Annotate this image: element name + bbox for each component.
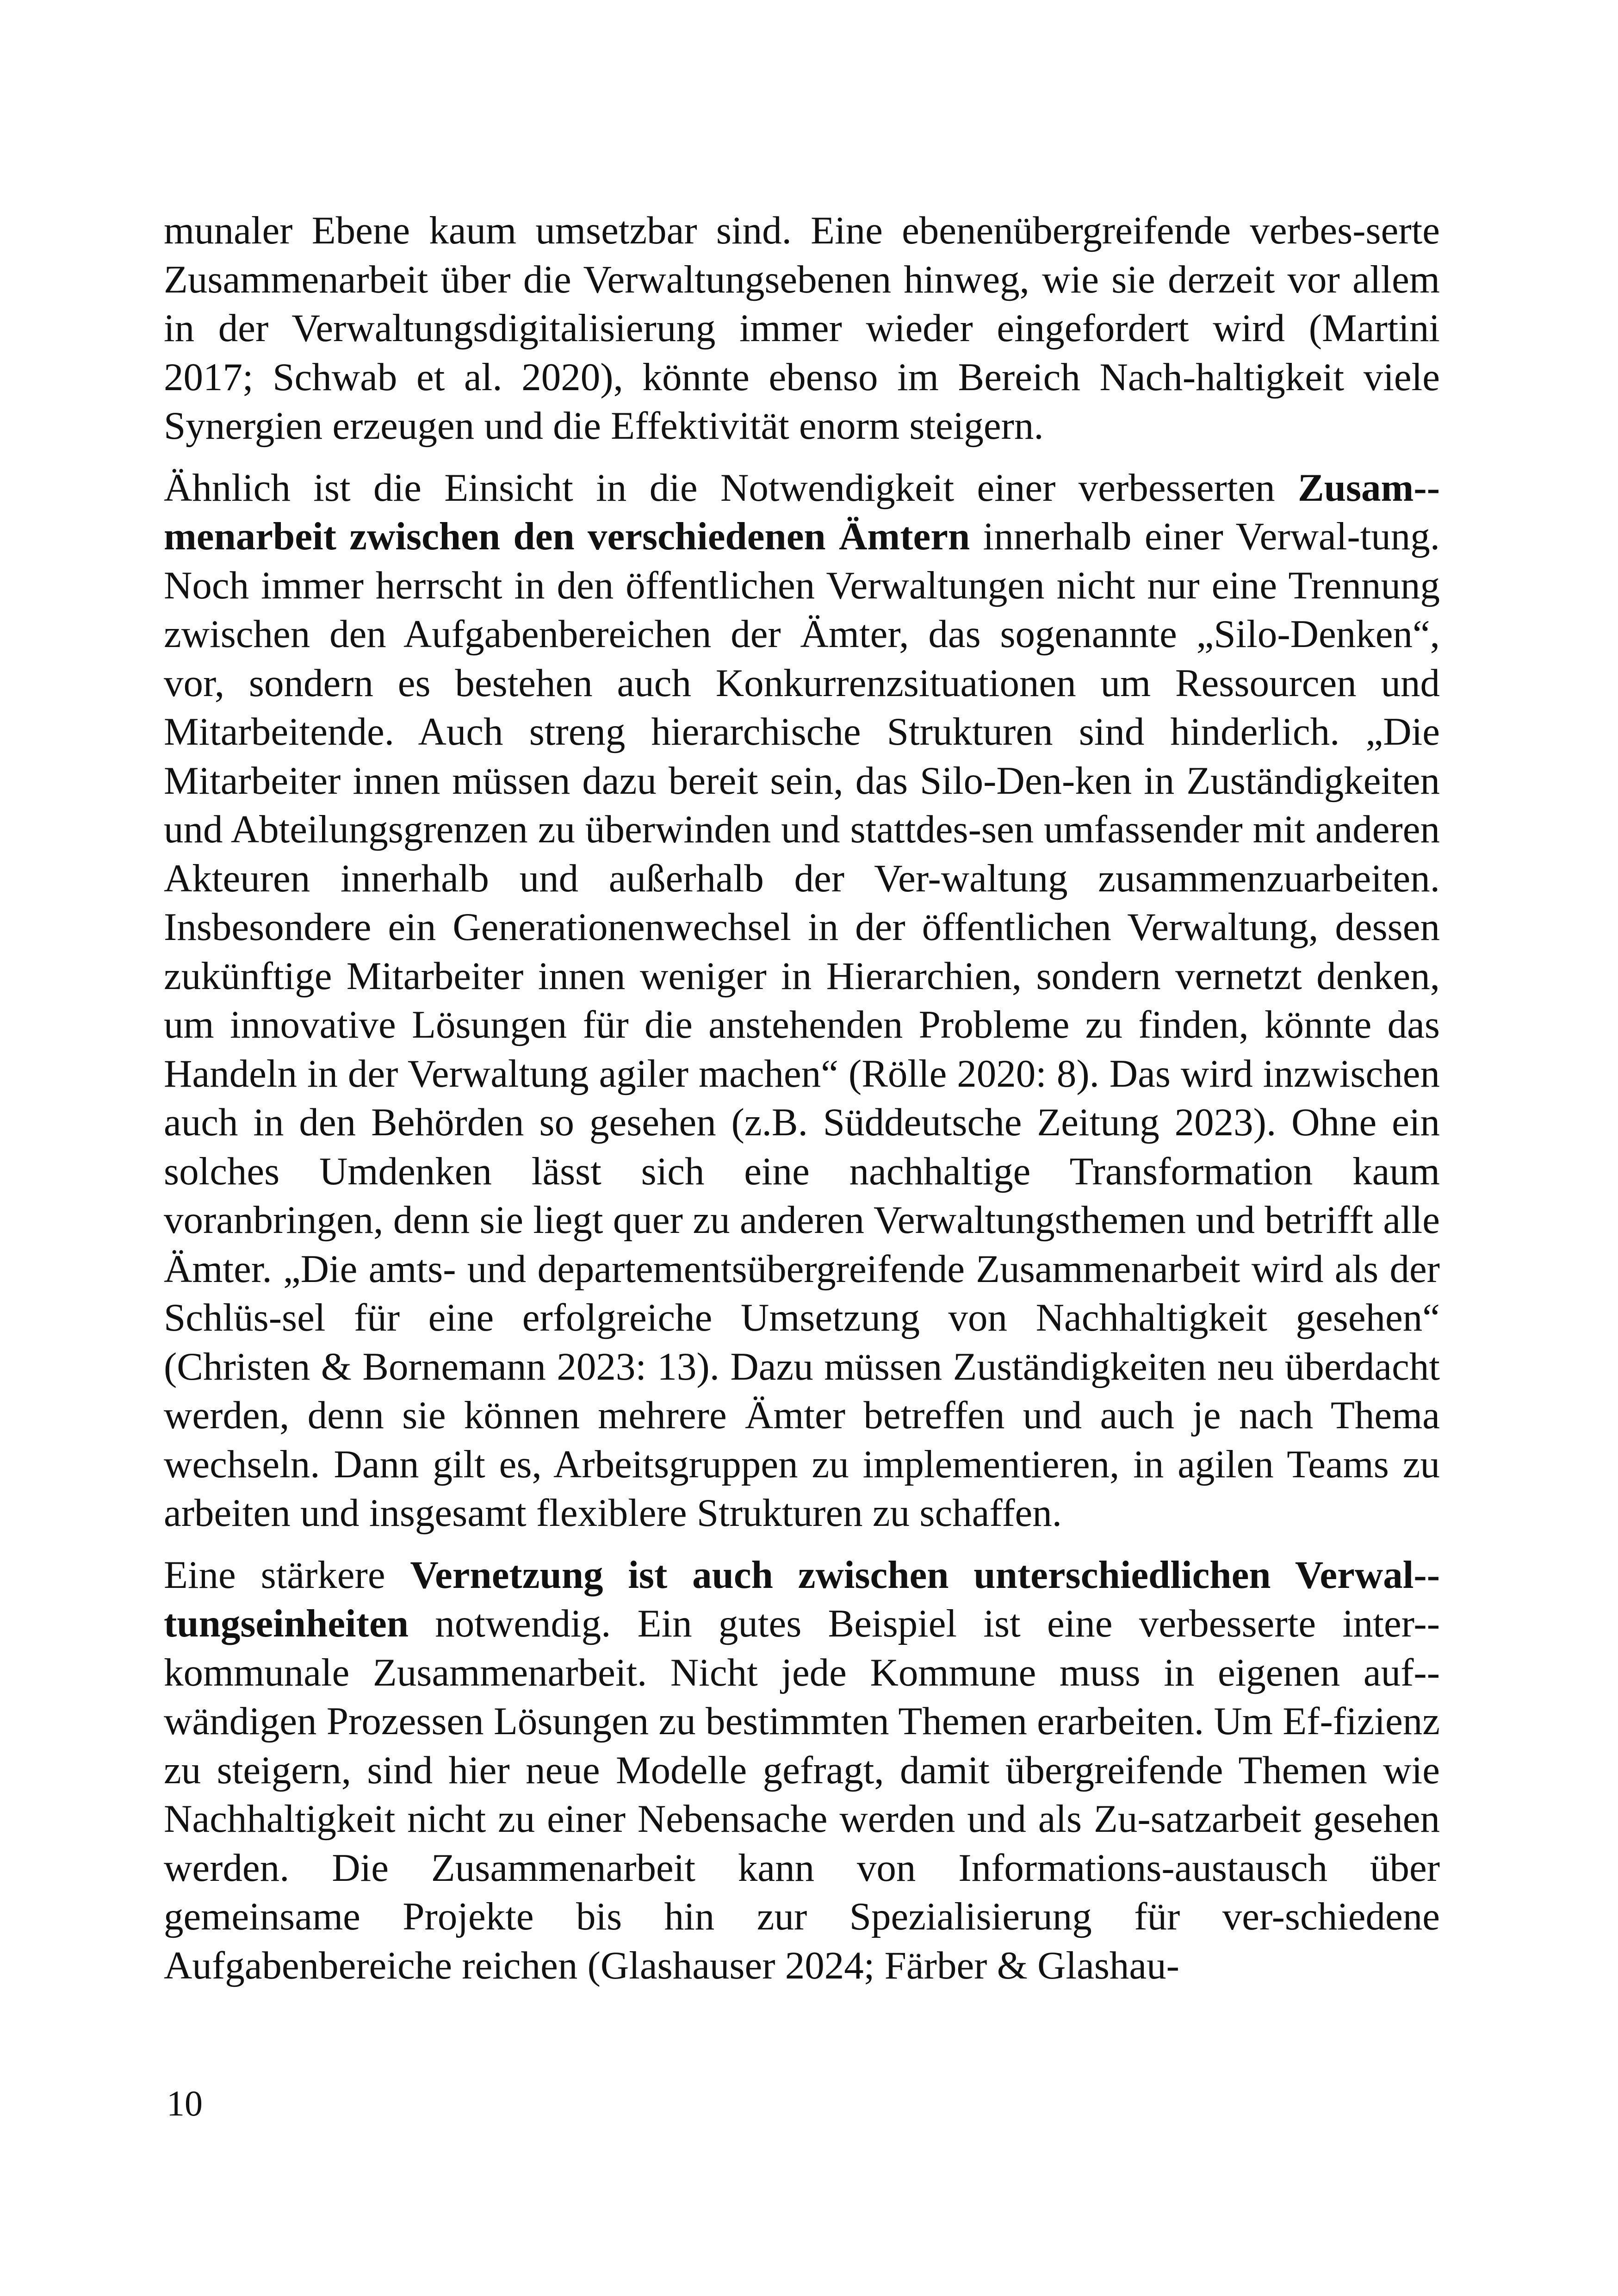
paragraph-2-text-b: innerhalb einer Verwal-tung. Noch immer herrscht in den öffentlichen Verwaltungen nicht nur eine Trennung zwischen den Aufgabenbereichen der Ämter, das sogenannte „Silo-Denken“, vor, sondern es bestehen auch Konkurrenzsituationen um Ressourcen und Mitarbeitende. Auch streng hierarchische Strukturen sind hinderlich. „Die Mitarbeiter innen müssen dazu bereit sein, das Silo-Den-ken in Zuständigkeiten und Abteilungsgrenzen zu überwinden und stattdes-sen umfassender mit anderen Akteuren innerhalb und außerhalb der Ver-waltung zusammenzuarbeiten. Insbesondere ein Generationenwechsel in der öffentlichen Verwaltung, dessen zukünftige Mitarbeiter innen weniger in Hierarchien, sondern vernetzt denken, um innovative Lösungen für die anstehenden Probleme zu finden, könnte das Handeln in der Verwaltung agiler machen“ (Rölle 2020: 8). Das wird inzwischen auch in den Behörden so gesehen (z.B. Süddeutsche Zeitung 2023). Ohne ein solches Umdenken lässt sich eine nachhaltige Transformation kaum voranbringen, denn sie liegt quer zu anderen Verwaltungsthemen und betrifft alle Ämter. „Die amts- und departementsübergreifende Zusammenarbeit wird als der Schlüs-sel für eine erfolgreiche Umsetzung von Nachhaltigkeit gesehen“ (Christen & Bornemann 2023: 13). Dazu müssen Zuständigkeiten neu überdacht werden, denn sie können mehrere Ämter betreffen und auch je nach Thema wechseln. Dann gilt es, Arbeitsgruppen zu implementieren, in agilen Teams zu arbeiten und insgesamt flexiblere Strukturen zu schaffen. [164,515,1440,1535]
paragraph-1 [164,206,1440,451]
paragraph-1-text: munaler Ebene kaum umsetzbar sind. Eine ebenenübergreifende verbes-serte Zusammenarbeit über die Verwaltungsebenen hinweg, wie sie derzeit vor allem in der Verwaltungsdigitalisierung immer wieder eingefordert wird (Martini 2017; Schwab et al. 2020), könnte ebenso im Bereich Nach-haltigkeit viele Synergien erzeugen und die Effektivität enorm steigern. [164,209,1440,448]
paragraph-3-emphasis: Vernetzung ist auch zwischen unterschiedlichen Verwal-tungseinheiten [164,1553,1440,1645]
paragraph-3 [164,1551,1440,1991]
page-number: 10 [167,2083,203,2123]
paragraph-2 [164,464,1440,1538]
paragraph-3-text-a: Eine stärkere [164,1553,410,1597]
paragraph-2-emphasis: Zusam-menarbeit zwischen den verschiedenen Ämtern [164,466,1440,558]
paragraph-2-text-a: Ähnlich ist die Einsicht in die Notwendigkeit einer verbesserten [164,466,1298,510]
body-text [164,206,1440,2003]
paragraph-3-text-b: notwendig. Ein gutes Beispiel ist eine verbesserte inter-kommunale Zusammenarbeit. Nicht jede Kommune muss in eigenen auf-wändigen Prozessen Lösungen zu bestimmten Themen erarbeiten. Um Ef-fizienz zu steigern, sind hier neue Modelle gefragt, damit übergreifende Themen wie Nachhaltigkeit nicht zu einer Nebensache werden und als Zu-satzarbeit gesehen werden. Die Zusammenarbeit kann von Informations-austausch über gemeinsame Projekte bis hin zur Spezialisierung für ver-schiedene Aufgabenbereiche reichen (Glashauser 2024; Färber & Glashau- [164,1602,1440,1987]
